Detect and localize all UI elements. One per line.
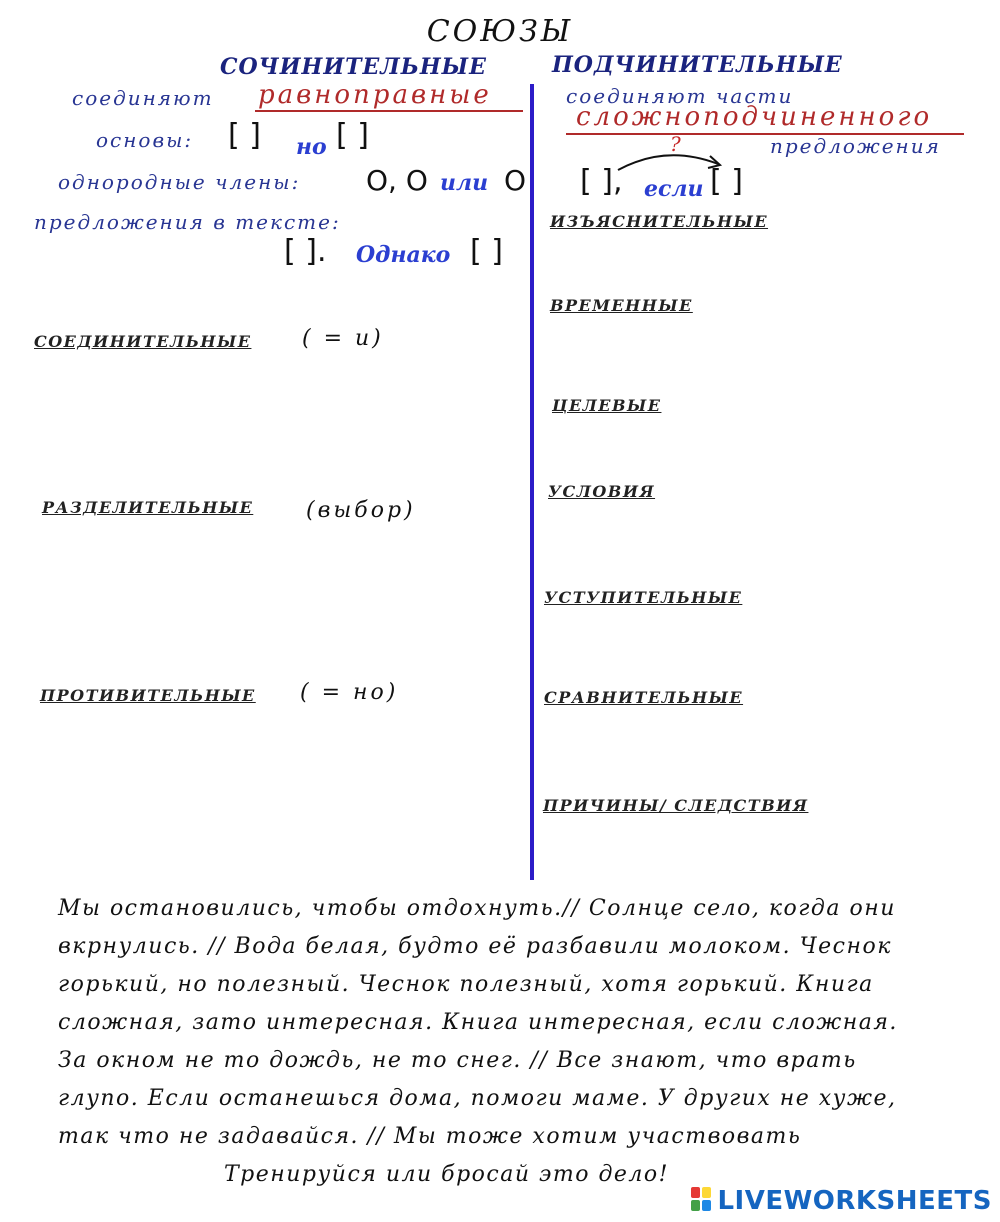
column-divider (530, 84, 534, 880)
left-category-hint: ( = но) (300, 680, 399, 705)
right-connect-value: сложноподчиненного (576, 102, 933, 132)
left-connect-underline (255, 110, 523, 112)
paragraph-line: сложная, зато интересная. Книга интересная, если сложная. (58, 1010, 898, 1035)
left-category-hint: (выбор) (306, 498, 416, 523)
left-category-name: СОЕДИНИТЕЛЬНЫЕ (34, 332, 252, 351)
subordinating-heading: ПОДЧИНИТЕЛЬНЫЕ (552, 52, 843, 78)
right-category: ПРИЧИНЫ/ СЛЕДСТВИЯ (543, 796, 809, 815)
homogeneous-terms: O, O (366, 164, 428, 197)
scheme-bracket-open: [ ], (580, 164, 623, 199)
text-bracket-open: [ ]. (284, 234, 327, 269)
bases-bracket-close: [ ] (336, 118, 369, 153)
text-conjunction: Однако (356, 242, 451, 268)
homogeneous-last-term: O (504, 164, 527, 197)
text-sentences-label: предложения в тексте: (34, 210, 341, 234)
logo-text: LIVEWORKSHEETS (717, 1186, 992, 1216)
sentence-word: предложения (770, 134, 941, 158)
right-category: ЦЕЛЕВЫЕ (552, 396, 662, 415)
logo-icon (691, 1187, 713, 1213)
right-category: УСТУПИТЕЛЬНЫЕ (544, 588, 743, 607)
right-category: УСЛОВИЯ (548, 482, 656, 501)
paragraph-line: вкрнулись. // Вода белая, будто её разбавили молоком. Чеснок (58, 934, 892, 959)
coordinating-heading: СОЧИНИТЕЛЬНЫЕ (220, 54, 487, 80)
homogeneous-conjunction: или (440, 170, 489, 196)
bases-bracket-open: [ ] (228, 118, 261, 153)
paragraph-line: За окном не то дождь, не то снег. // Все знают, что врать (58, 1048, 857, 1073)
liveworksheets-logo (691, 1186, 992, 1216)
scheme-conjunction: если (644, 176, 704, 202)
question-mark: ? (670, 132, 681, 156)
left-connect-value: равноправные (258, 80, 492, 110)
paragraph-line: горький, но полезный. Чеснок полезный, хотя горький. Книга (58, 972, 874, 997)
page-title: СОЮЗЫ (426, 14, 574, 49)
paragraph-line: так что не задавайся. // Мы тоже хотим участвовать (58, 1124, 802, 1149)
exercise-paragraph (58, 890, 998, 1194)
left-category-name: ПРОТИВИТЕЛЬНЫЕ (40, 686, 256, 705)
left-category-hint: ( = и) (302, 326, 384, 351)
bases-conjunction: но (296, 134, 327, 160)
homogeneous-label: однородные члены: (58, 170, 301, 194)
scheme-bracket-close: [ ] (710, 164, 743, 199)
paragraph-line: Мы остановились, чтобы отдохнуть.// Солнце село, когда они (58, 896, 896, 921)
paragraph-line: Тренируйся или бросай это дело! (224, 1162, 670, 1187)
text-bracket-close: [ ] (470, 234, 503, 269)
right-category: СРАВНИТЕЛЬНЫЕ (544, 688, 744, 707)
left-category-name: РАЗДЕЛИТЕЛЬНЫЕ (42, 498, 254, 517)
left-connect-label: соединяют (72, 86, 214, 110)
paragraph-line: глупо. Если останешься дома, помоги маме. У других не хуже, (58, 1086, 897, 1111)
bases-label: основы: (96, 128, 194, 152)
right-connect-label: соединяют части (566, 84, 794, 108)
right-category: ВРЕМЕННЫЕ (550, 296, 693, 315)
right-category: ИЗЪЯСНИТЕЛЬНЫЕ (550, 212, 769, 231)
